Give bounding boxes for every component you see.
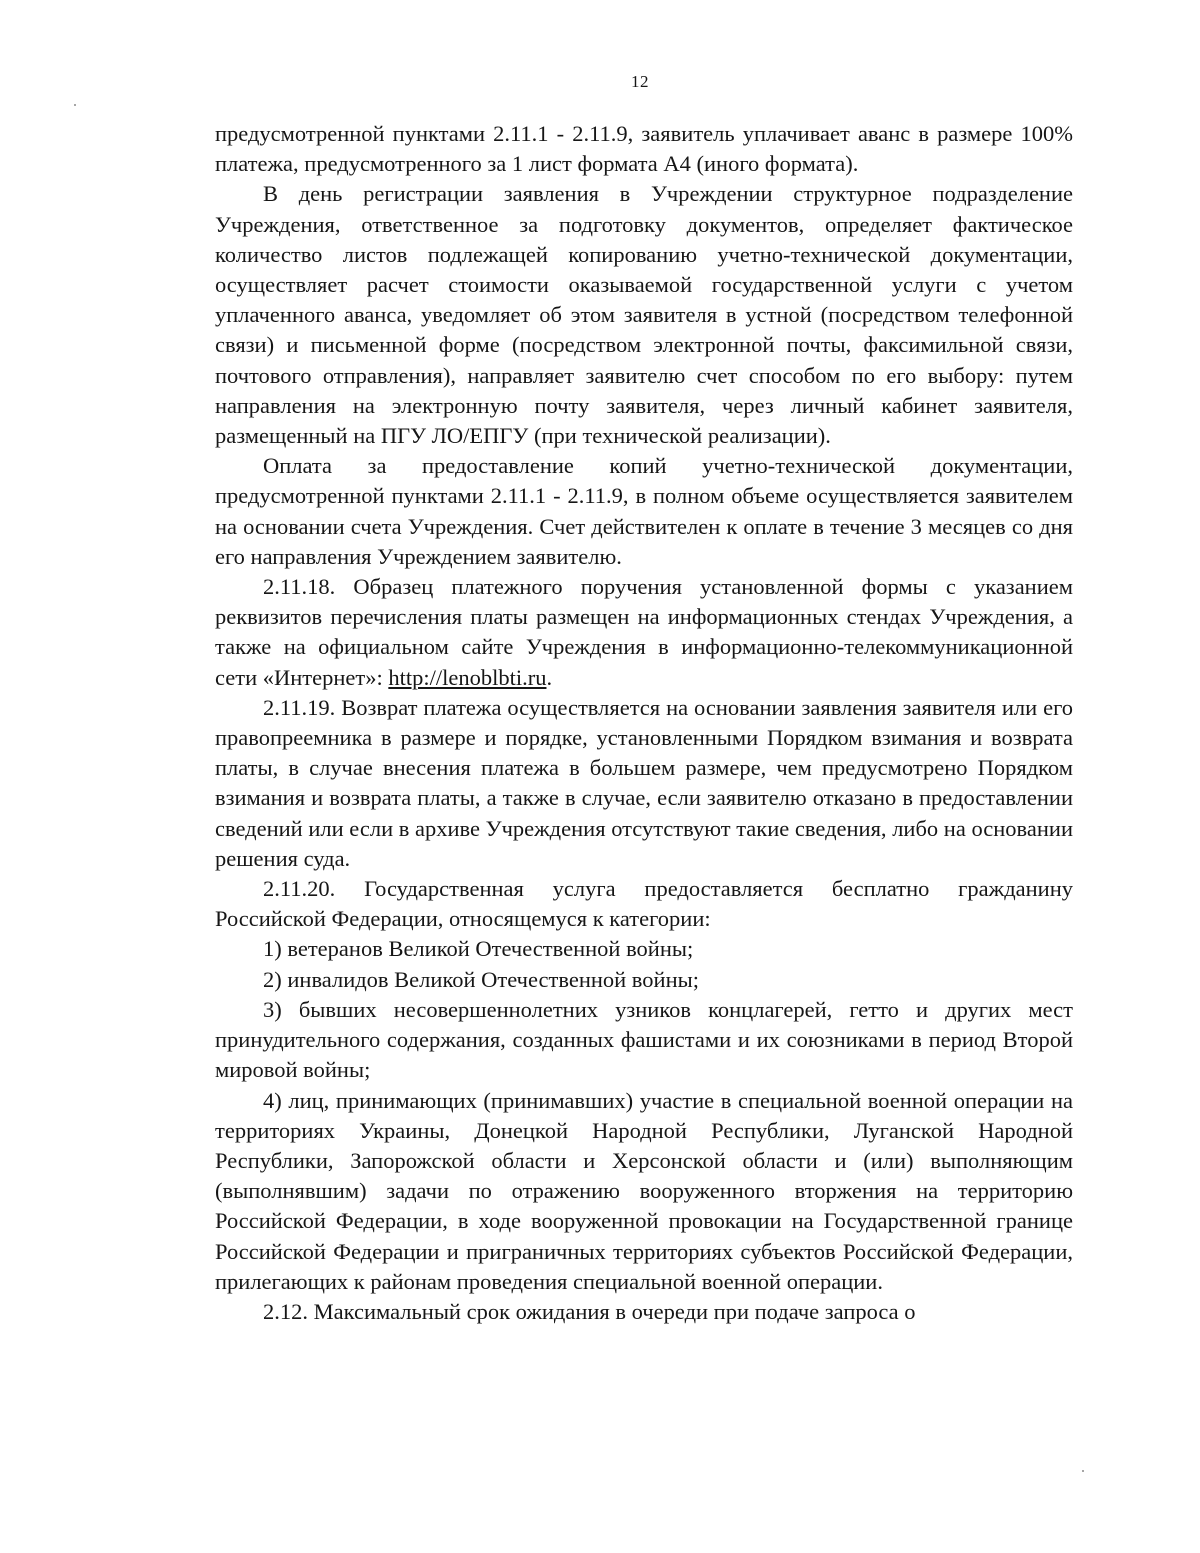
- paragraph-2-11-18-text: 2.11.18. Образец платежного поручения установленной формы с указанием реквизитов перечисления платы размещен на информационных стендах Учреждения, а также на официальном сайте Учреждения в информационно-телекоммуникационной сети «Интернет»:: [215, 574, 1073, 690]
- page-number: 12: [631, 72, 649, 91]
- scan-speck: [1082, 1470, 1084, 1472]
- list-item-2: 2) инвалидов Великой Отечественной войны;: [263, 966, 699, 992]
- paragraph-registration-day: В день регистрации заявления в Учреждении структурное подразделение Учреждения, ответственное за подготовку документов, определяет фактическое количество листов подлежащей копированию учетно-технической документации, осуществляет расчет стоимости оказываемой государственной услуги с учетом уплаченного аванса, уведомляет об этом заявителя в устной (посредством телефонной связи) и письменной форме (посредством электронной почты, факсимильной связи, почтового отправления), направляет заявителю счет способом по его выбору: путем направления на электронную почту заявителя, через личный кабинет заявителя, размещенный на ПГУ ЛО/ЕПГУ (при технической реализации).: [215, 181, 1073, 449]
- paragraph-2-12: 2.12. Максимальный срок ожидания в очереди при подаче запроса о: [263, 1298, 916, 1324]
- paragraph-2-11-19: 2.11.19. Возврат платежа осуществляется на основании заявления заявителя или его правопреемника в размере и порядке, установленными Порядком взимания и возврата платы, в случае внесения платежа в большем размере, чем предусмотрено Порядком взимания и возврата платы, а также в случае, если заявителю отказано в предоставлении сведений или если в архиве Учреждения отсутствуют такие сведения, либо на основании решения суда.: [215, 694, 1073, 871]
- paragraph-full-payment: Оплата за предоставление копий учетно-технической документации, предусмотренной пунктами 2.11.1 - 2.11.9, в полном объеме осуществляется заявителем на основании счета Учреждения. Счет действителен к оплате в течение 3 месяцев со дня его направления Учреждением заявителю.: [215, 453, 1073, 569]
- website-link[interactable]: http://lenoblbti.ru: [388, 664, 547, 690]
- paragraph-2-11-18: [215, 572, 1073, 693]
- paragraph-2-11-20: 2.11.20. Государственная услуга предоставляется бесплатно гражданину Российской Федерации, относящемуся к категории:: [215, 876, 1073, 932]
- paragraph-2-11-18-end: .: [546, 664, 553, 690]
- scan-speck: [74, 104, 76, 106]
- list-item-3: 3) бывших несовершеннолетних узников концлагерей, гетто и других мест принудительного содержания, созданных фашистами и их союзниками в период Второй мировой войны;: [215, 996, 1073, 1083]
- paragraph-advance-payment: предусмотренной пунктами 2.11.1 - 2.11.9, заявитель уплачивает аванс в размере 100% платежа, предусмотренного за 1 лист формата А4 (иного формата).: [215, 121, 1073, 177]
- list-item-4: 4) лиц, принимающих (принимавших) участие в специальной военной операции на территориях Украины, Донецкой Народной Республики, Луганской Народной Республики, Запорожской области и Херсонской области и (или) выполняющим (выполнявшим) задачи по отражению вооруженного вторжения на территорию Российской Федерации, в ходе вооруженной провокации на Государственной границе Российской Федерации и приграничных территориях субъектов Российской Федерации, прилегающих к районам проведения специальной военной операции.: [215, 1087, 1073, 1294]
- document-body: [215, 119, 1073, 1327]
- list-item-1: 1) ветеранов Великой Отечественной войны;: [263, 936, 694, 962]
